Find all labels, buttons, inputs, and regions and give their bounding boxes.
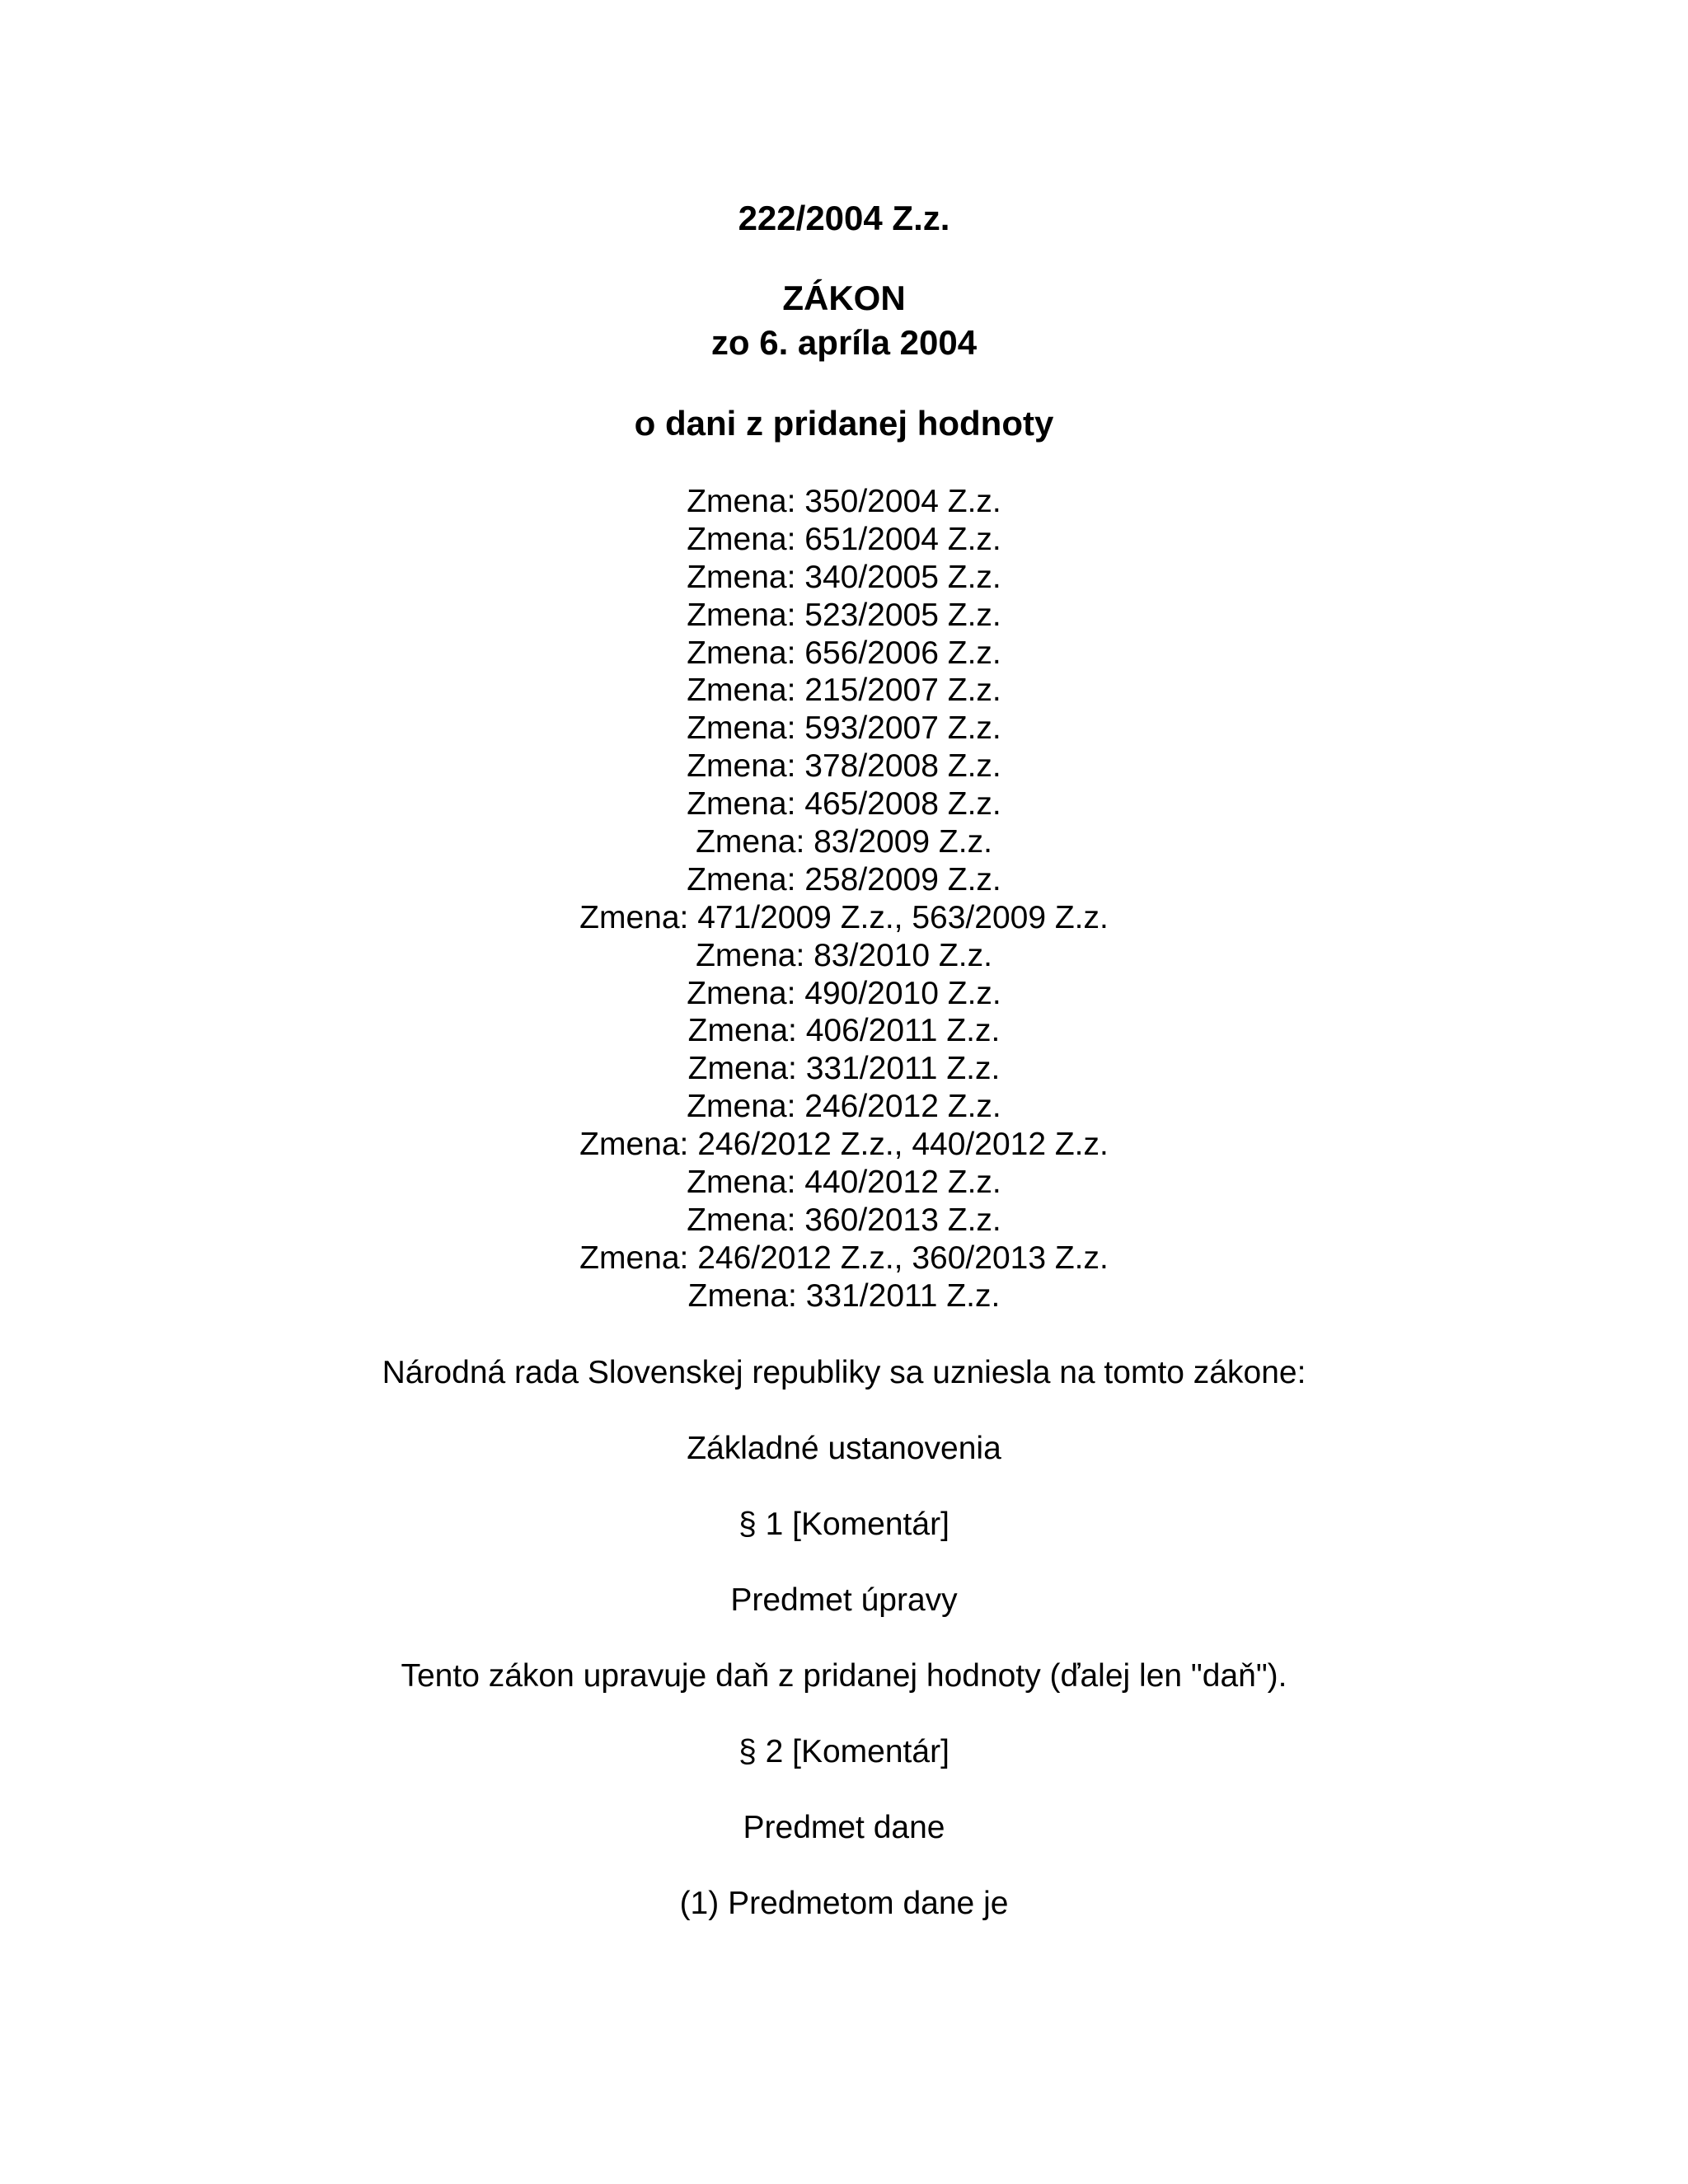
amendment-item: Zmena: 406/2011 Z.z. <box>687 1013 1001 1049</box>
amendment-item: Zmena: 360/2013 Z.z. <box>687 1202 1001 1238</box>
section-1-title: Predmet úpravy <box>730 1582 958 1618</box>
amendment-item: Zmena: 215/2007 Z.z. <box>687 673 1001 709</box>
section-2-title: Predmet dane <box>743 1810 945 1845</box>
amendment-item: Zmena: 246/2012 Z.z., 440/2012 Z.z. <box>579 1127 1109 1163</box>
amendment-item: Zmena: 331/2011 Z.z. <box>687 1051 1001 1087</box>
law-subject: o dani z pridanej hodnoty <box>634 404 1054 443</box>
amendment-item: Zmena: 471/2009 Z.z., 563/2009 Z.z. <box>579 899 1109 935</box>
amendment-item: Zmena: 378/2008 Z.z. <box>687 748 1001 785</box>
amendment-item: Zmena: 490/2010 Z.z. <box>687 975 1001 1011</box>
enactment-clause: Národná rada Slovenskej republiky sa uzniesla na tomto zákone: <box>382 1355 1306 1390</box>
section-2-heading: § 2 [Komentár] <box>738 1734 950 1769</box>
amendments-list <box>0 483 1688 1315</box>
amendment-item: Zmena: 465/2008 Z.z. <box>687 786 1001 823</box>
part-title: Základné ustanovenia <box>687 1431 1001 1466</box>
law-type-heading: ZÁKON <box>782 279 906 317</box>
section-2-paragraph-1: (1) Predmetom dane je <box>679 1886 1009 1921</box>
amendment-item: Zmena: 523/2005 Z.z. <box>687 597 1001 633</box>
amendment-item: Zmena: 350/2004 Z.z. <box>687 484 1001 519</box>
amendment-item: Zmena: 340/2005 Z.z. <box>687 559 1001 595</box>
section-1-heading: § 1 [Komentár] <box>738 1507 950 1542</box>
section-1-text: Tento zákon upravuje daň z pridanej hodnoty (ďalej len "daň"). <box>401 1658 1287 1694</box>
document-number: 222/2004 Z.z. <box>738 199 950 237</box>
amendment-item: Zmena: 656/2006 Z.z. <box>687 635 1001 671</box>
amendment-item: Zmena: 593/2007 Z.z. <box>687 710 1001 747</box>
amendment-item: Zmena: 83/2010 Z.z. <box>696 937 992 973</box>
amendment-item: Zmena: 331/2011 Z.z. <box>687 1277 1001 1314</box>
amendment-item: Zmena: 246/2012 Z.z., 360/2013 Z.z. <box>579 1240 1109 1276</box>
amendment-item: Zmena: 440/2012 Z.z. <box>687 1165 1001 1201</box>
law-date: zo 6. apríla 2004 <box>710 323 978 362</box>
amendment-item: Zmena: 246/2012 Z.z. <box>687 1089 1001 1125</box>
amendment-item: Zmena: 83/2009 Z.z. <box>696 824 992 860</box>
amendment-item: Zmena: 258/2009 Z.z. <box>687 861 1001 898</box>
amendment-item: Zmena: 651/2004 Z.z. <box>687 521 1001 557</box>
